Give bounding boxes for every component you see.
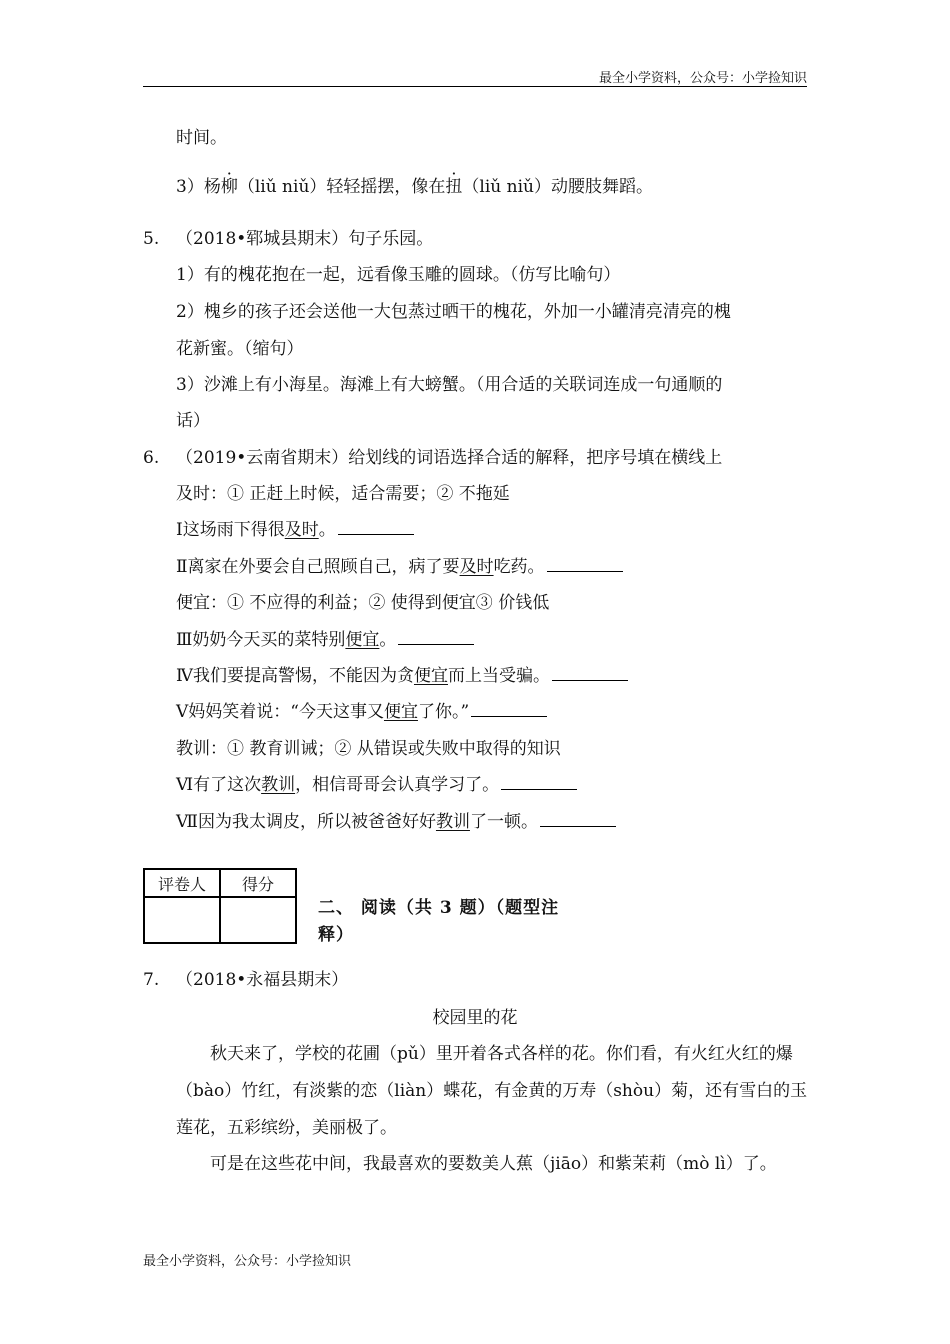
answer-blank-6[interactable] (501, 773, 577, 790)
sentence-5-post: 了你。” (417, 702, 470, 722)
header-text: 最全小学资料，公众号：小学捡知识 (598, 71, 807, 86)
answer-blank-5[interactable] (471, 700, 547, 717)
question-5-line-5: 话） (176, 411, 210, 431)
question-5-line-4: 3）沙滩上有小海星。海滩上有大螃蟹。（用合适的关联词连成一句通顺的 (176, 375, 723, 395)
score-cell[interactable] (220, 897, 296, 943)
passage-title: 校园里的花 (432, 1008, 518, 1028)
sentence-5 (176, 700, 547, 724)
sentence-5-underlined-word: 便宜 (383, 702, 418, 722)
answer-blank-2[interactable] (547, 555, 623, 572)
question-5-line-3: 花新蜜。（缩句） (176, 339, 304, 359)
question-6-number: 6. (143, 448, 160, 468)
sentence-6-post: ，相信哥哥会认真学习了。 (295, 775, 500, 795)
score-box (143, 868, 297, 944)
sentence-3-pre: Ⅲ奶奶今天买的菜特别 (176, 630, 346, 650)
sentence-2-underlined-word: 及时 (459, 557, 494, 577)
question-5-number: 5. (143, 229, 160, 249)
intro-line-2-mid: （liǔ niǔ）轻轻摇摆，像在 (237, 177, 446, 197)
sentence-1-pre: Ⅰ这场雨下得很 (176, 520, 285, 540)
question-7-title: （2018•永福县期末） (176, 970, 349, 990)
sentence-2-post: 吃药。 (493, 557, 545, 577)
sentence-2 (176, 555, 623, 579)
sentence-7-pre: Ⅶ因为我太调皮，所以被爸爸好好 (176, 812, 436, 832)
sentence-6-pre: Ⅵ有了这次 (176, 775, 262, 795)
question-7-number: 7. (143, 970, 160, 990)
dotted-char-1: 柳 (220, 177, 238, 197)
sentence-4-pre: Ⅳ我们要提高警惕，不能因为贪 (176, 666, 414, 686)
intro-line-2 (176, 175, 653, 199)
grader-header: 评卷人 (144, 869, 220, 897)
question-5-title: （2018•郓城县期末）句子乐园。 (176, 229, 434, 249)
sentence-4 (176, 664, 628, 688)
sentence-6-underlined-word: 教训 (261, 775, 296, 795)
section-2-title (318, 895, 559, 949)
sentence-4-underlined-word: 便宜 (413, 666, 448, 686)
score-header: 得分 (220, 869, 296, 897)
definition-pianyi: 便宜：① 不应得的利益；② 使得到便宜③ 价钱低 (176, 593, 550, 613)
intro-line-2-post: （liǔ niǔ）动腰肢舞蹈。 (462, 177, 653, 197)
grader-cell[interactable] (144, 897, 220, 943)
sentence-3 (176, 628, 474, 652)
sentence-1-post: 。 (318, 520, 336, 540)
answer-blank-4[interactable] (552, 664, 628, 681)
section-2-title-line-1: 二、 阅读（共 3 题）（题型注 (318, 898, 560, 918)
sentence-1-underlined-word: 及时 (284, 520, 319, 540)
answer-blank-1[interactable] (338, 518, 414, 535)
sentence-7 (176, 810, 616, 834)
intro-line-2-pre: 3）杨 (176, 177, 221, 197)
definition-jishi: 及时：① 正赶上时候，适合需要；② 不拖延 (176, 484, 510, 504)
passage-paragraph-1: 秋天来了，学校的花圃（pǔ）里开着各式各样的花。你们看，有火红火红的爆（bào）竹红，有淡紫的恋（liàn）蝶花，有金黄的万寿（shòu）菊，还有雪白的玉莲花，五彩缤纷，美丽极了。 (176, 1044, 808, 1138)
sentence-2-pre: Ⅱ离家在外要会自己照顾自己，病了要 (176, 557, 460, 577)
sentence-4-post: 而上当受骗。 (447, 666, 550, 686)
answer-blank-3[interactable] (398, 628, 474, 645)
dotted-char-2: 扭 (445, 177, 463, 197)
question-5-line-1: 1）有的槐花抱在一起，远看像玉雕的圆球。（仿写比喻句） (176, 265, 621, 285)
section-2-title-line-2: 释） (318, 925, 354, 945)
sentence-1 (176, 518, 414, 542)
answer-blank-7[interactable] (540, 810, 616, 827)
sentence-3-underlined-word: 便宜 (345, 630, 380, 650)
sentence-7-underlined-word: 教训 (435, 812, 470, 832)
question-5-line-2: 2）槐乡的孩子还会送他一大包蒸过晒干的槐花，外加一小罐清亮清亮的槐 (176, 302, 731, 322)
footer-text: 最全小学资料，公众号：小学捡知识 (143, 1254, 352, 1269)
sentence-3-post: 。 (379, 630, 397, 650)
sentence-7-post: 了一顿。 (469, 812, 538, 832)
definition-jiaoxun: 教训：① 教育训诫；② 从错误或失败中取得的知识 (176, 739, 561, 759)
passage-paragraph-2: 可是在这些花中间，我最喜欢的要数美人蕉（jiāo）和紫茉莉（mò lì）了。 (210, 1154, 777, 1174)
sentence-6 (176, 773, 577, 797)
intro-line-1: 时间。 (176, 128, 227, 148)
header-rule (143, 86, 807, 87)
sentence-5-pre: Ⅴ妈妈笑着说：“今天这事又 (176, 702, 384, 722)
question-6-title: （2019•云南省期末）给划线的词语选择合适的解释，把序号填在横线上 (176, 448, 723, 468)
